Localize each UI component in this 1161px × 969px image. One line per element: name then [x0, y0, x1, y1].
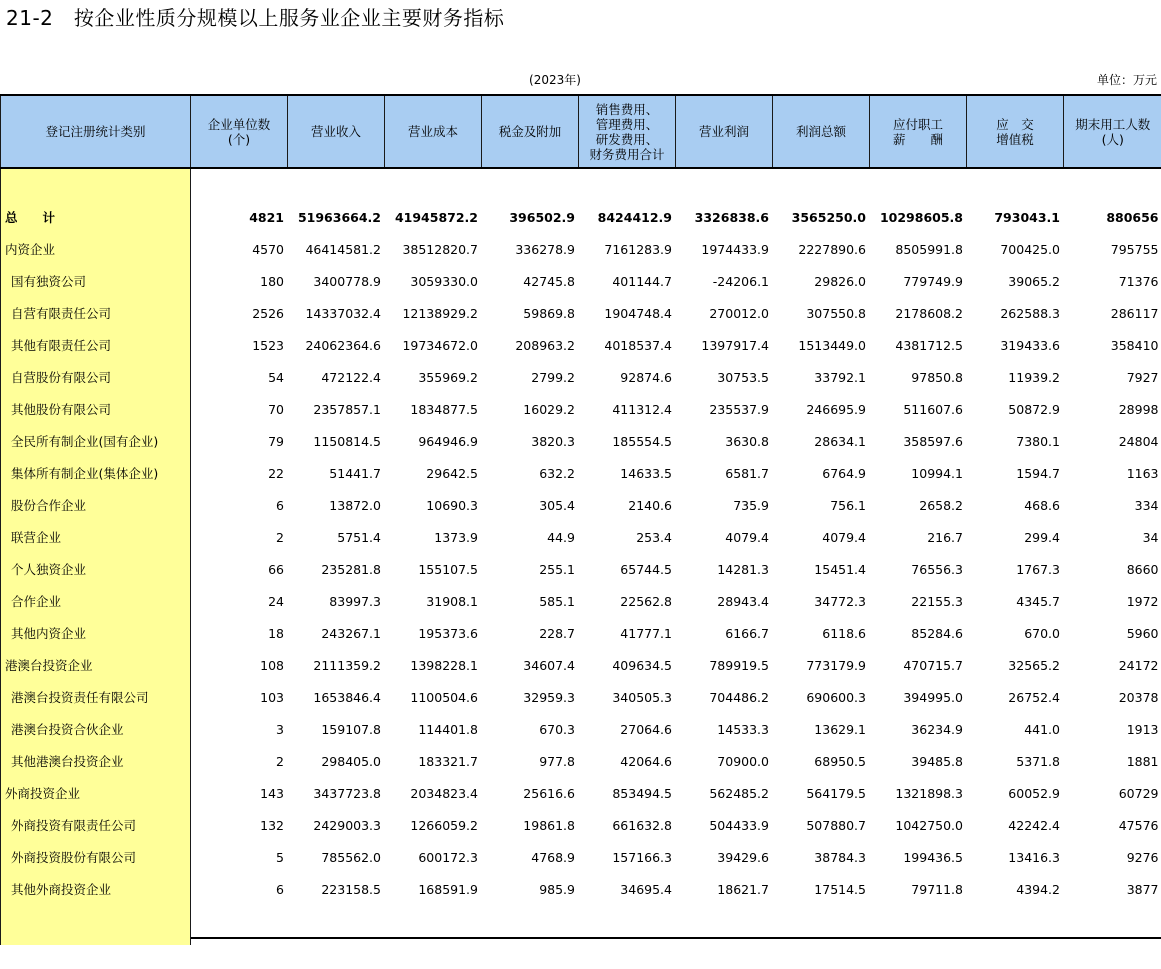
- row-value: 15451.4: [814, 561, 866, 577]
- row-value: 51441.7: [329, 465, 381, 481]
- row-value: 46414581.2: [305, 241, 381, 257]
- row-value: 44.9: [547, 529, 575, 545]
- row-value: 4079.4: [822, 529, 866, 545]
- row-value: 1767.3: [1016, 561, 1060, 577]
- row-value: 6764.9: [822, 465, 866, 481]
- row-category: 港澳台投资合伙企业: [1, 713, 191, 745]
- row-value: 60729: [1118, 785, 1159, 801]
- row-value: 4018537.4: [604, 337, 672, 353]
- row-category: 集体所有制企业(集体企业): [1, 457, 191, 489]
- row-value: 11939.2: [1008, 369, 1060, 385]
- row-value: 18: [268, 625, 284, 641]
- row-value: 47576: [1118, 817, 1159, 833]
- row-value: 690600.3: [806, 689, 866, 705]
- row-category: 合作企业: [1, 585, 191, 617]
- row-value: 661632.8: [612, 817, 672, 833]
- row-value: 262588.3: [1000, 305, 1060, 321]
- row-value: 13872.0: [329, 497, 381, 513]
- row-value: 779749.9: [903, 273, 963, 289]
- row-category: 个人独资企业: [1, 553, 191, 585]
- row-value: 564179.5: [806, 785, 866, 801]
- row-value: 14337032.4: [305, 305, 381, 321]
- table-row: [1, 489, 1161, 521]
- row-value: 70900.0: [717, 753, 769, 769]
- row-value: 2: [276, 529, 284, 545]
- row-value: 208963.2: [515, 337, 575, 353]
- row-value: 977.8: [539, 753, 575, 769]
- row-value: 65744.5: [620, 561, 672, 577]
- row-value: 255.1: [539, 561, 575, 577]
- row-value: 470715.7: [903, 657, 963, 673]
- table-row: [1, 585, 1161, 617]
- table-row: [1, 777, 1161, 809]
- table-row: [1, 425, 1161, 457]
- row-value: 1100504.6: [410, 689, 478, 705]
- row-value: 3059330.0: [410, 273, 478, 289]
- row-value: 1913: [1126, 721, 1159, 737]
- row-value: 8660: [1126, 561, 1159, 577]
- table-row: [1, 873, 1161, 905]
- row-value: 1523: [252, 337, 284, 353]
- row-value: 1653846.4: [313, 689, 381, 705]
- table-title: 21-2 按企业性质分规模以上服务业企业主要财务指标: [6, 6, 505, 30]
- row-value: 157166.3: [612, 849, 672, 865]
- row-value: 85284.6: [911, 625, 963, 641]
- row-value: 38512820.7: [402, 241, 478, 257]
- row-value: 103: [260, 689, 284, 705]
- row-value: 59869.8: [523, 305, 575, 321]
- row-value: 70: [268, 401, 284, 417]
- row-value: 180: [260, 273, 284, 289]
- filler-cell: [1, 905, 191, 945]
- row-value: 600172.3: [418, 849, 478, 865]
- row-value: 83997.3: [329, 593, 381, 609]
- row-value: 41945872.2: [394, 209, 478, 225]
- header-employees: 期末用工人数 (人): [1064, 95, 1161, 168]
- row-value: 6: [276, 881, 284, 897]
- row-value: 235537.9: [709, 401, 769, 417]
- table-row: [1, 521, 1161, 553]
- row-value: 39429.6: [717, 849, 769, 865]
- row-value: 36234.9: [911, 721, 963, 737]
- row-value: 5960: [1126, 625, 1159, 641]
- row-value: 79711.8: [911, 881, 963, 897]
- row-value: 1373.9: [434, 529, 478, 545]
- row-value: 785562.0: [321, 849, 381, 865]
- row-value: 964946.9: [418, 433, 478, 449]
- row-value: 17514.5: [814, 881, 866, 897]
- row-value: 585.1: [539, 593, 575, 609]
- table-row: [1, 361, 1161, 393]
- table-row: [1, 297, 1161, 329]
- row-value: 795755: [1110, 241, 1159, 257]
- row-value: 2429003.3: [313, 817, 381, 833]
- row-value: 336278.9: [515, 241, 575, 257]
- row-value: 409634.5: [612, 657, 672, 673]
- row-value: -24206.1: [712, 273, 769, 289]
- row-value: 19734672.0: [402, 337, 478, 353]
- table-row: [1, 713, 1161, 745]
- row-value: 700425.0: [1000, 241, 1060, 257]
- header-payroll: 应付职工 薪 酬: [870, 95, 967, 168]
- row-value: 670.0: [1024, 625, 1060, 641]
- row-value: 185554.5: [612, 433, 672, 449]
- row-value: 2178608.2: [895, 305, 963, 321]
- row-value: 10690.3: [426, 497, 478, 513]
- row-value: 1321898.3: [895, 785, 963, 801]
- row-category: 其他股份有限公司: [1, 393, 191, 425]
- row-value: 79: [268, 433, 284, 449]
- row-value: 1881: [1126, 753, 1159, 769]
- row-value: 8424412.9: [597, 209, 672, 225]
- table-row: [1, 329, 1161, 361]
- row-value: 704486.2: [709, 689, 769, 705]
- table-row: [1, 457, 1161, 489]
- row-value: 10994.1: [911, 465, 963, 481]
- row-value: 2140.6: [628, 497, 672, 513]
- row-value: 19861.8: [523, 817, 575, 833]
- year-label: (2023年): [529, 73, 581, 87]
- row-value: 32565.2: [1008, 657, 1060, 673]
- row-value: 632.2: [539, 465, 575, 481]
- row-value: 13416.3: [1008, 849, 1060, 865]
- header-cost: 营业成本: [385, 95, 482, 168]
- row-value: 2111359.2: [313, 657, 381, 673]
- table-row: [1, 233, 1161, 265]
- row-value: 22: [268, 465, 284, 481]
- row-value: 472122.4: [321, 369, 381, 385]
- row-value: 42064.6: [620, 753, 672, 769]
- row-value: 7161283.9: [604, 241, 672, 257]
- row-value: 401144.7: [612, 273, 672, 289]
- header-category: 登记注册统计类别: [1, 95, 191, 168]
- row-value: 28998: [1118, 401, 1159, 417]
- row-category: 港澳台投资责任有限公司: [1, 681, 191, 713]
- row-value: 51963664.2: [297, 209, 381, 225]
- row-value: 3437723.8: [313, 785, 381, 801]
- row-value: 4079.4: [725, 529, 769, 545]
- row-value: 3820.3: [531, 433, 575, 449]
- row-value: 3: [276, 721, 284, 737]
- table-row: [1, 841, 1161, 873]
- row-value: 4768.9: [531, 849, 575, 865]
- row-value: 3630.8: [725, 433, 769, 449]
- row-category: 其他有限责任公司: [1, 329, 191, 361]
- row-value: 24172: [1118, 657, 1159, 673]
- row-value: 1398228.1: [410, 657, 478, 673]
- row-value: 28943.4: [717, 593, 769, 609]
- row-value: 16029.2: [523, 401, 575, 417]
- row-value: 394995.0: [903, 689, 963, 705]
- row-value: 54: [268, 369, 284, 385]
- row-value: 33792.1: [814, 369, 866, 385]
- row-category: 股份合作企业: [1, 489, 191, 521]
- row-value: 1972: [1126, 593, 1159, 609]
- row-value: 50872.9: [1008, 401, 1060, 417]
- row-value: 41777.1: [620, 625, 672, 641]
- row-value: 92874.6: [620, 369, 672, 385]
- row-value: 235281.8: [321, 561, 381, 577]
- row-value: 307550.8: [806, 305, 866, 321]
- row-category: 全民所有制企业(国有企业): [1, 425, 191, 457]
- row-value: 2357857.1: [313, 401, 381, 417]
- row-value: 143: [260, 785, 284, 801]
- row-value: 20378: [1118, 689, 1159, 705]
- row-category: 外商投资股份有限公司: [1, 841, 191, 873]
- row-category: 其他港澳台投资企业: [1, 745, 191, 777]
- row-value: 32959.3: [523, 689, 575, 705]
- row-value: 319433.6: [1000, 337, 1060, 353]
- table-row: [1, 393, 1161, 425]
- row-value: 25616.6: [523, 785, 575, 801]
- row-category: 国有独资公司: [1, 265, 191, 297]
- header-unit-count: 企业单位数 (个): [191, 95, 288, 168]
- row-value: 4821: [249, 209, 284, 225]
- spacer-cell: [1, 168, 191, 201]
- row-value: 793043.1: [994, 209, 1060, 225]
- row-value: 6: [276, 497, 284, 513]
- row-value: 66: [268, 561, 284, 577]
- row-value: 223158.5: [321, 881, 381, 897]
- row-value: 735.9: [733, 497, 769, 513]
- row-value: 4381712.5: [895, 337, 963, 353]
- row-value: 27064.6: [620, 721, 672, 737]
- row-value: 1150814.5: [313, 433, 381, 449]
- row-value: 18621.7: [717, 881, 769, 897]
- row-value: 60052.9: [1008, 785, 1060, 801]
- row-value: 42242.4: [1008, 817, 1060, 833]
- row-value: 2799.2: [531, 369, 575, 385]
- row-value: 1042750.0: [895, 817, 963, 833]
- row-value: 34607.4: [523, 657, 575, 673]
- row-value: 507880.7: [806, 817, 866, 833]
- row-value: 1904748.4: [604, 305, 672, 321]
- row-value: 114401.8: [418, 721, 478, 737]
- header-expenses: 销售费用、 管理费用、 研发费用、 财务费用合计: [579, 95, 676, 168]
- header-total-profit: 利润总额: [773, 95, 870, 168]
- row-category: 其他内资企业: [1, 617, 191, 649]
- row-value: 305.4: [539, 497, 575, 513]
- row-category: 联营企业: [1, 521, 191, 553]
- row-value: 5751.4: [337, 529, 381, 545]
- row-value: 358597.6: [903, 433, 963, 449]
- row-value: 358410: [1110, 337, 1159, 353]
- header-row: [1, 95, 1161, 168]
- row-value: 1513449.0: [798, 337, 866, 353]
- row-value: 7380.1: [1016, 433, 1060, 449]
- row-value: 14281.3: [717, 561, 769, 577]
- financial-indicators-table: [0, 94, 1161, 945]
- row-value: 789919.5: [709, 657, 769, 673]
- row-value: 2034823.4: [410, 785, 478, 801]
- row-category: 自营股份有限公司: [1, 361, 191, 393]
- row-value: 39485.8: [911, 753, 963, 769]
- header-vat: 应 交 增值税: [967, 95, 1064, 168]
- row-category: 外商投资有限责任公司: [1, 809, 191, 841]
- spacer-row: [1, 168, 1161, 201]
- row-value: 97850.8: [911, 369, 963, 385]
- row-value: 30753.5: [717, 369, 769, 385]
- row-value: 985.9: [539, 881, 575, 897]
- row-value: 396502.9: [509, 209, 575, 225]
- row-value: 168591.9: [418, 881, 478, 897]
- row-value: 31908.1: [426, 593, 478, 609]
- header-revenue: 营业收入: [288, 95, 385, 168]
- row-value: 24: [268, 593, 284, 609]
- row-value: 155107.5: [418, 561, 478, 577]
- row-value: 28634.1: [814, 433, 866, 449]
- header-taxes: 税金及附加: [482, 95, 579, 168]
- row-value: 9276: [1126, 849, 1159, 865]
- row-value: 5: [276, 849, 284, 865]
- financial-table-container: [0, 94, 1161, 939]
- row-value: 3400778.9: [313, 273, 381, 289]
- row-value: 1834877.5: [410, 401, 478, 417]
- row-value: 2227890.6: [798, 241, 866, 257]
- row-value: 29642.5: [426, 465, 478, 481]
- row-value: 3877: [1126, 881, 1159, 897]
- row-value: 270012.0: [709, 305, 769, 321]
- row-value: 511607.6: [903, 401, 963, 417]
- row-value: 68950.5: [814, 753, 866, 769]
- table-row: [1, 617, 1161, 649]
- row-value: 159107.8: [321, 721, 381, 737]
- row-value: 76556.3: [911, 561, 963, 577]
- row-value: 10298605.8: [879, 209, 963, 225]
- row-value: 34695.4: [620, 881, 672, 897]
- row-value: 562485.2: [709, 785, 769, 801]
- row-value: 1594.7: [1016, 465, 1060, 481]
- row-value: 7927: [1126, 369, 1159, 385]
- filler-row: [1, 905, 1161, 945]
- header-operating-profit: 营业利润: [676, 95, 773, 168]
- row-value: 4570: [252, 241, 284, 257]
- row-value: 2526: [252, 305, 284, 321]
- table-row: [1, 809, 1161, 841]
- table-row: [1, 201, 1161, 233]
- row-value: 216.7: [927, 529, 963, 545]
- row-value: 1266059.2: [410, 817, 478, 833]
- row-value: 34: [1142, 529, 1159, 545]
- row-category: 总 计: [1, 201, 191, 233]
- table-row: [1, 649, 1161, 681]
- row-value: 243267.1: [321, 625, 381, 641]
- row-value: 42745.8: [523, 273, 575, 289]
- row-value: 38784.3: [814, 849, 866, 865]
- row-value: 670.3: [539, 721, 575, 737]
- row-value: 108: [260, 657, 284, 673]
- row-value: 253.4: [636, 529, 672, 545]
- row-value: 6118.6: [822, 625, 866, 641]
- row-value: 2: [276, 753, 284, 769]
- row-value: 132: [260, 817, 284, 833]
- row-value: 334: [1134, 497, 1159, 513]
- row-category: 内资企业: [1, 233, 191, 265]
- table-row: [1, 265, 1161, 297]
- row-category: 其他外商投资企业: [1, 873, 191, 905]
- row-value: 195373.6: [418, 625, 478, 641]
- row-value: 24804: [1118, 433, 1159, 449]
- row-value: 29826.0: [814, 273, 866, 289]
- row-value: 71376: [1118, 273, 1159, 289]
- row-value: 441.0: [1024, 721, 1060, 737]
- table-body: [1, 168, 1161, 945]
- row-value: 1974433.9: [701, 241, 769, 257]
- row-value: 228.7: [539, 625, 575, 641]
- row-value: 26752.4: [1008, 689, 1060, 705]
- table-row: [1, 681, 1161, 713]
- row-value: 6166.7: [725, 625, 769, 641]
- row-value: 340505.3: [612, 689, 672, 705]
- row-value: 14633.5: [620, 465, 672, 481]
- table-row: [1, 745, 1161, 777]
- row-value: 298405.0: [321, 753, 381, 769]
- row-value: 504433.9: [709, 817, 769, 833]
- row-value: 22155.3: [911, 593, 963, 609]
- row-category: 港澳台投资企业: [1, 649, 191, 681]
- row-value: 24062364.6: [305, 337, 381, 353]
- unit-label: 单位：万元: [1096, 73, 1157, 87]
- row-value: 34772.3: [814, 593, 866, 609]
- row-value: 14533.3: [717, 721, 769, 737]
- row-value: 6581.7: [725, 465, 769, 481]
- row-value: 411312.4: [612, 401, 672, 417]
- row-value: 299.4: [1024, 529, 1060, 545]
- row-value: 22562.8: [620, 593, 672, 609]
- row-value: 246695.9: [806, 401, 866, 417]
- row-value: 468.6: [1024, 497, 1060, 513]
- row-value: 4345.7: [1016, 593, 1060, 609]
- row-value: 13629.1: [814, 721, 866, 737]
- row-value: 1397917.4: [701, 337, 769, 353]
- row-value: 39065.2: [1008, 273, 1060, 289]
- row-category: 外商投资企业: [1, 777, 191, 809]
- row-value: 2658.2: [919, 497, 963, 513]
- row-value: 3326838.6: [694, 209, 769, 225]
- row-value: 4394.2: [1016, 881, 1060, 897]
- row-category: 自营有限责任公司: [1, 297, 191, 329]
- row-value: 3565250.0: [791, 209, 866, 225]
- row-value: 199436.5: [903, 849, 963, 865]
- row-value: 756.1: [830, 497, 866, 513]
- row-value: 773179.9: [806, 657, 866, 673]
- row-value: 1163: [1126, 465, 1159, 481]
- row-value: 12138929.2: [402, 305, 478, 321]
- row-value: 355969.2: [418, 369, 478, 385]
- row-value: 286117: [1110, 305, 1159, 321]
- row-value: 880656: [1106, 209, 1159, 225]
- table-row: [1, 553, 1161, 585]
- row-value: 183321.7: [418, 753, 478, 769]
- row-value: 853494.5: [612, 785, 672, 801]
- row-value: 5371.8: [1016, 753, 1060, 769]
- row-value: 8505991.8: [895, 241, 963, 257]
